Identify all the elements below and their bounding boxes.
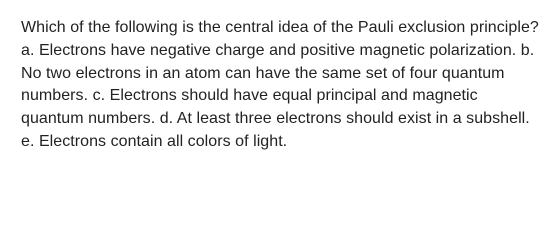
question-text: Which of the following is the central idea of the Pauli exclusion principle? a. Electrons have negative charge and positive magnetic polarization. b. No two electrons in an atom can have the same set of four quantum numbers. c. Electrons should have equal principal and magnetic quantum numbers. d. At least three electrons should exist in a subshell. e. Electrons contain all colors of light. [21, 19, 539, 150]
